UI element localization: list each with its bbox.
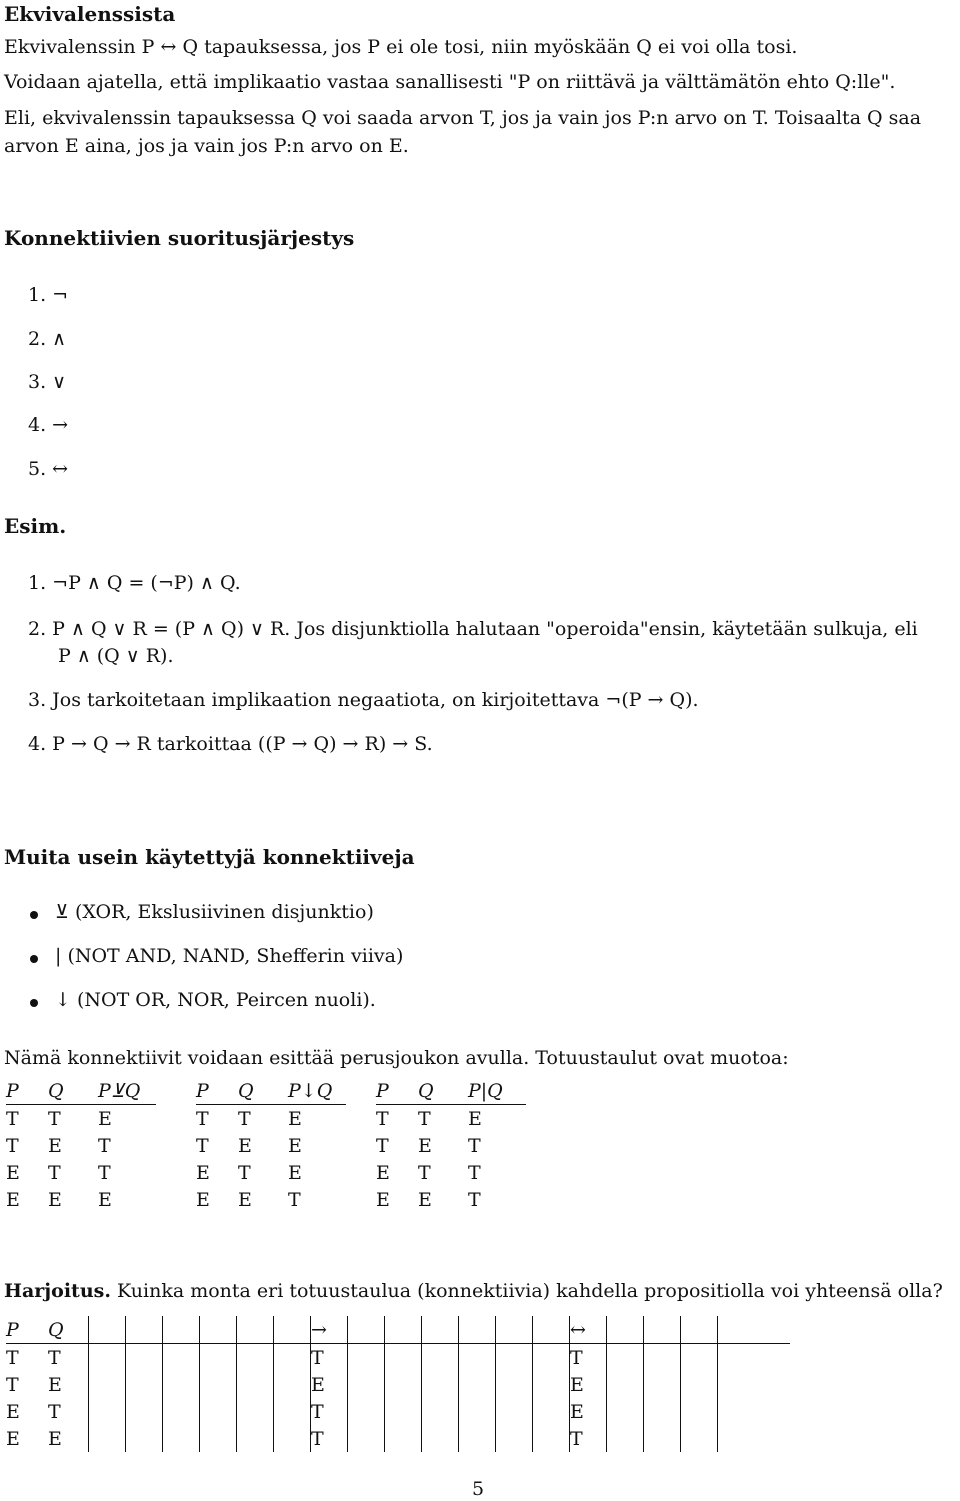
table-cell <box>496 1425 533 1452</box>
table-cell <box>237 1344 274 1372</box>
table-cell <box>274 1344 311 1372</box>
table-cell <box>348 1371 385 1398</box>
table-cell <box>385 1344 422 1372</box>
order-item: 4. → <box>28 414 69 436</box>
table-cell: E <box>288 1134 302 1157</box>
table-cell <box>754 1344 790 1372</box>
table-cell: T <box>6 1373 19 1396</box>
table-header: P <box>376 1077 418 1105</box>
table-cell <box>348 1398 385 1425</box>
table-row <box>6 1425 790 1452</box>
table-cell: T <box>6 1134 19 1157</box>
bullet-dot-icon <box>30 911 38 919</box>
table-cell <box>718 1344 755 1372</box>
table-cell <box>274 1398 311 1425</box>
table-cell: T <box>98 1134 111 1157</box>
table-cell <box>200 1371 237 1398</box>
table-cell <box>385 1371 422 1398</box>
paragraph-line: arvon E aina, jos ja vain jos P:n arvo on E. <box>4 135 409 157</box>
table-cell <box>459 1425 496 1452</box>
table-cell <box>163 1344 200 1372</box>
table-cell <box>422 1344 459 1372</box>
table-cell <box>422 1371 459 1398</box>
table-cell <box>163 1398 200 1425</box>
paragraph-line: Voidaan ajatella, että implikaatio vastaa sanallisesti "P on riittävä ja välttämätön ehto Q:lle". <box>4 71 896 93</box>
table-row <box>6 1371 790 1398</box>
table-cell: T <box>311 1425 348 1452</box>
table-header: P|Q <box>468 1077 526 1105</box>
table-cell: E <box>6 1161 20 1184</box>
table-cell: E <box>238 1188 252 1211</box>
bullet-dot-icon <box>30 999 38 1007</box>
table-cell <box>681 1398 718 1425</box>
table-row <box>196 1132 346 1159</box>
table-header: Q <box>48 1316 89 1344</box>
table-header: P <box>196 1077 238 1105</box>
table-cell: E <box>238 1134 252 1157</box>
section-heading-other-connectives: Muita usein käytettyjä konnektiiveja <box>4 845 415 869</box>
table-cell: T <box>570 1344 607 1372</box>
paragraph-line: Eli, ekvivalenssin tapauksessa Q voi saada arvon T, jos ja vain jos P:n arvo on T. Toisaalta Q saa <box>4 107 922 129</box>
table-header-blank <box>163 1316 200 1344</box>
table-cell <box>200 1344 237 1372</box>
table-row <box>6 1398 790 1425</box>
table-header-blank <box>237 1316 274 1344</box>
table-cell <box>237 1425 274 1452</box>
table-cell <box>163 1425 200 1452</box>
table-cell: T <box>288 1188 301 1211</box>
table-cell <box>274 1425 311 1452</box>
table-row <box>376 1159 526 1186</box>
table-cell <box>126 1398 163 1425</box>
table-header-blank <box>200 1316 237 1344</box>
table-header: Q <box>418 1077 468 1105</box>
table-cell: T <box>48 1161 61 1184</box>
example-item-continuation: P ∧ (Q ∨ R). <box>58 645 174 667</box>
table-cell: T <box>468 1134 481 1157</box>
table-cell <box>718 1371 755 1398</box>
table-cell: E <box>570 1371 607 1398</box>
table-row <box>196 1186 346 1213</box>
table-header-blank <box>422 1316 459 1344</box>
table-cell: T <box>98 1161 111 1184</box>
table-cell <box>607 1344 644 1372</box>
table-cell: E <box>288 1161 302 1184</box>
table-cell: T <box>6 1107 19 1130</box>
table-cell <box>681 1425 718 1452</box>
order-item: 5. ↔ <box>28 458 69 480</box>
table-cell: T <box>196 1134 209 1157</box>
table-cell: T <box>311 1344 348 1372</box>
table-header: P⊻Q <box>98 1077 156 1105</box>
bullet-item-nand: | (NOT AND, NAND, Shefferin viiva) <box>55 945 404 967</box>
example-item: 3. Jos tarkoitetaan implikaation negaatiota, on kirjoitettava ¬(P → Q). <box>28 689 699 711</box>
table-cell <box>348 1344 385 1372</box>
truth-table-xor <box>6 1077 156 1213</box>
table-cell <box>385 1425 422 1452</box>
table-header-blank <box>533 1316 570 1344</box>
table-header-blank <box>496 1316 533 1344</box>
section-heading-order: Konnektiivien suoritusjärjestys <box>4 226 355 250</box>
table-cell: T <box>48 1107 61 1130</box>
example-item: 1. ¬P ∧ Q = (¬P) ∧ Q. <box>28 572 241 594</box>
table-header-blank <box>348 1316 385 1344</box>
page-number: 5 <box>472 1478 485 1500</box>
table-cell <box>607 1371 644 1398</box>
table-row <box>376 1132 526 1159</box>
table-row <box>196 1105 346 1133</box>
table-cell <box>89 1398 126 1425</box>
table-cell <box>200 1425 237 1452</box>
table-cell: T <box>418 1161 431 1184</box>
table-header-blank <box>459 1316 496 1344</box>
table-row <box>6 1105 156 1133</box>
table-header-blank <box>126 1316 163 1344</box>
truth-table-nor <box>196 1077 346 1213</box>
table-cell <box>644 1398 681 1425</box>
table-row <box>6 1344 790 1372</box>
table-cell: E <box>570 1398 607 1425</box>
table-cell: T <box>311 1398 348 1425</box>
table-cell <box>274 1371 311 1398</box>
table-cell <box>754 1371 790 1398</box>
table-cell: E <box>418 1134 432 1157</box>
bullet-dot-icon <box>30 955 38 963</box>
example-item: 2. P ∧ Q ∨ R = (P ∧ Q) ∨ R. Jos disjunktiolla halutaan "operoida"ensin, käytetään sulkuja, eli <box>28 618 918 640</box>
table-cell: E <box>196 1161 210 1184</box>
table-cell: T <box>196 1107 209 1130</box>
table-cell <box>385 1398 422 1425</box>
table-cell <box>237 1398 274 1425</box>
table-cell <box>533 1398 570 1425</box>
table-header-blank <box>718 1316 755 1344</box>
table-cell <box>533 1371 570 1398</box>
table-cell <box>459 1398 496 1425</box>
bullet-item-xor: ⊻ (XOR, Ekslusiivinen disjunktio) <box>55 901 374 923</box>
table-row <box>6 1159 156 1186</box>
table-cell: T <box>238 1107 251 1130</box>
table-header: Q <box>48 1077 98 1105</box>
table-cell: T <box>376 1107 389 1130</box>
table-cell: E <box>48 1373 62 1396</box>
table-cell <box>681 1344 718 1372</box>
table-cell <box>200 1398 237 1425</box>
table-cell: T <box>48 1400 61 1423</box>
table-cell <box>496 1344 533 1372</box>
table-cell: T <box>570 1425 607 1452</box>
table-cell <box>126 1344 163 1372</box>
table-cell <box>459 1344 496 1372</box>
table-cell <box>89 1425 126 1452</box>
table-header-blank <box>644 1316 681 1344</box>
table-header-blank <box>274 1316 311 1344</box>
table-cell: T <box>468 1188 481 1211</box>
table-cell <box>163 1371 200 1398</box>
table-cell: T <box>418 1107 431 1130</box>
table-cell: E <box>288 1107 302 1130</box>
table-cell: E <box>468 1107 482 1130</box>
table-cell <box>754 1398 790 1425</box>
exercise-table <box>6 1316 790 1452</box>
exercise-question: Kuinka monta eri totuustaulua (konnektiivia) kahdella propositiolla voi yhteensä olla? <box>117 1280 943 1302</box>
order-item: 2. ∧ <box>28 328 67 350</box>
table-cell <box>718 1398 755 1425</box>
table-cell <box>89 1344 126 1372</box>
paragraph-line: Ekvivalenssin P ↔ Q tapauksessa, jos P ei ole tosi, niin myöskään Q ei voi olla tosi. <box>4 36 798 58</box>
table-cell <box>533 1344 570 1372</box>
table-cell: T <box>468 1161 481 1184</box>
table-cell <box>496 1371 533 1398</box>
table-cell: E <box>376 1161 390 1184</box>
table-cell <box>718 1425 755 1452</box>
table-cell: T <box>238 1161 251 1184</box>
table-cell: E <box>48 1188 62 1211</box>
exercise-line <box>4 1280 943 1302</box>
table-cell: E <box>418 1188 432 1211</box>
table-header-blank <box>385 1316 422 1344</box>
table-cell: T <box>48 1346 61 1369</box>
table-cell: E <box>48 1427 62 1450</box>
table-cell <box>644 1344 681 1372</box>
table-cell: E <box>98 1188 112 1211</box>
exercise-label: Harjoitus. <box>4 1280 111 1302</box>
table-cell <box>126 1425 163 1452</box>
example-label: Esim. <box>4 514 67 538</box>
table-header: ↔ <box>570 1316 607 1344</box>
table-cell <box>237 1371 274 1398</box>
order-item: 1. ¬ <box>28 284 69 306</box>
table-cell: E <box>6 1400 20 1423</box>
truth-table-nand <box>376 1077 526 1213</box>
table-cell <box>422 1425 459 1452</box>
bullet-item-nor: ↓ (NOT OR, NOR, Peircen nuoli). <box>55 989 376 1011</box>
table-cell <box>607 1425 644 1452</box>
table-header: P <box>6 1077 48 1105</box>
table-cell: E <box>6 1427 20 1450</box>
table-cell <box>496 1398 533 1425</box>
table-header: → <box>311 1316 348 1344</box>
table-header-blank <box>607 1316 644 1344</box>
table-cell <box>754 1425 790 1452</box>
table-cell <box>126 1371 163 1398</box>
table-row <box>376 1105 526 1133</box>
table-row <box>6 1132 156 1159</box>
truth-table-intro: Nämä konnektiivit voidaan esittää perusjoukon avulla. Totuustaulut ovat muotoa: <box>4 1047 789 1069</box>
table-cell <box>644 1425 681 1452</box>
table-cell <box>348 1425 385 1452</box>
table-row <box>6 1186 156 1213</box>
table-cell: T <box>6 1346 19 1369</box>
example-item: 4. P → Q → R tarkoittaa ((P → Q) → R) → S. <box>28 733 433 755</box>
table-cell <box>89 1371 126 1398</box>
table-cell: E <box>311 1371 348 1398</box>
table-cell: E <box>48 1134 62 1157</box>
table-header: P <box>6 1316 48 1344</box>
table-cell <box>681 1371 718 1398</box>
table-cell <box>422 1398 459 1425</box>
table-header-blank <box>754 1316 790 1344</box>
order-item: 3. ∨ <box>28 371 67 393</box>
table-row <box>376 1186 526 1213</box>
table-header: Q <box>238 1077 288 1105</box>
table-cell: E <box>6 1188 20 1211</box>
table-cell <box>607 1398 644 1425</box>
table-header: P↓Q <box>288 1077 346 1105</box>
table-cell <box>459 1371 496 1398</box>
section-heading-ekvivalenssista: Ekvivalenssista <box>4 2 176 26</box>
table-cell: E <box>376 1188 390 1211</box>
table-cell: E <box>98 1107 112 1130</box>
table-cell <box>644 1371 681 1398</box>
table-header-blank <box>89 1316 126 1344</box>
table-cell <box>533 1425 570 1452</box>
table-row <box>196 1159 346 1186</box>
table-cell: E <box>196 1188 210 1211</box>
table-header-blank <box>681 1316 718 1344</box>
table-cell: T <box>376 1134 389 1157</box>
